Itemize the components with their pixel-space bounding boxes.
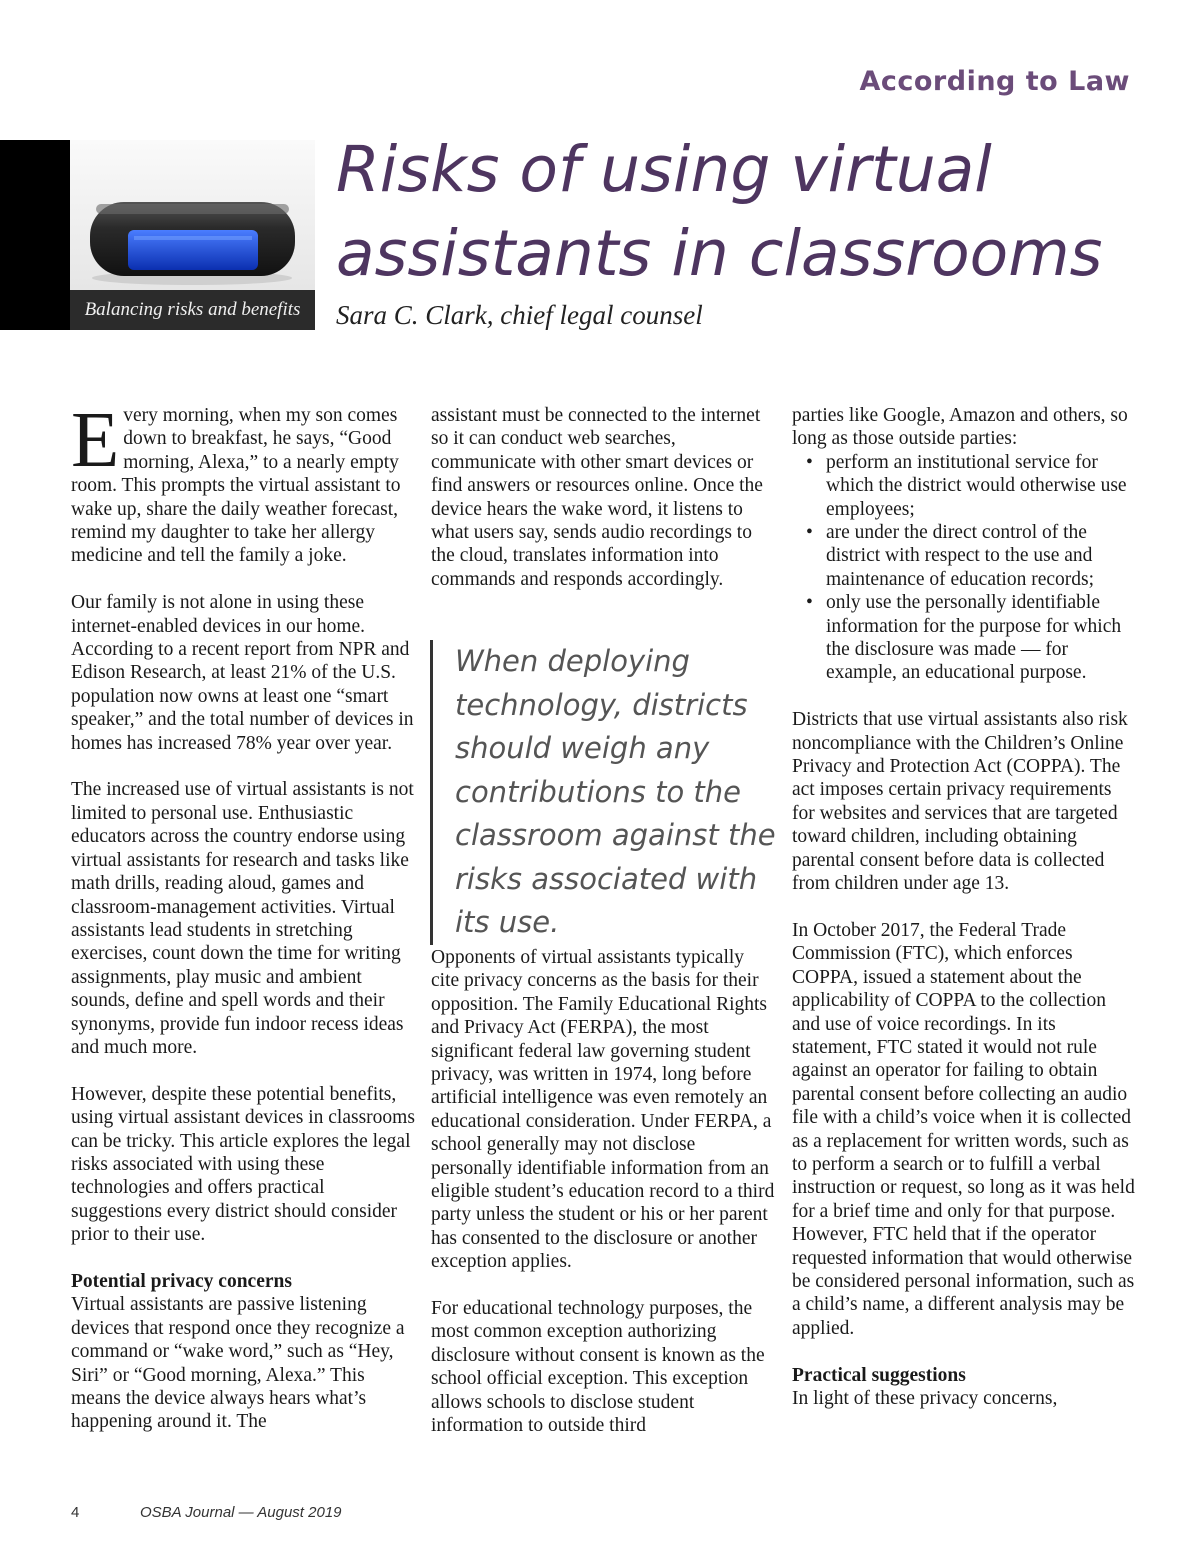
intro-text: very morning, when my son comes down to breakfast, he says, “Good morning, Alexa,” to a nearly empty room. This prompts the virtual assistant to wake up, share the daily weather forecast, remind my daughter to take her allergy medicine and tell the family a joke. bbox=[71, 405, 401, 567]
section-heading: Practical suggestions bbox=[792, 1364, 966, 1386]
paragraph: parties like Google, Amazon and others, so long as those outside parties: bbox=[792, 405, 1128, 450]
list-item: • perform an institutional service for which the district would otherwise use employees; bbox=[826, 451, 1137, 521]
paragraph: Virtual assistants are passive listening devices that respond once they recognize a command or “wake word,” such as “Hey, Siri” or “Good morning, Alexa.” This means the device always hears what’s happening around it. The bbox=[71, 1294, 405, 1433]
paragraph: In October 2017, the Federal Trade Commission (FTC), which enforces COPPA, issued a statement about the applicability of COPPA to the collection and use of voice recordings. In its statement, FTC stated it would not rule against an operator for failing to obtain parental consent before collecting an audio file with a child’s voice when it is collected as a replacement for written words, such as to perform a search or to fulfill a verbal instruction or request, so long as it was held for a brief time and only for that purpose. However, FTC held that if the operator requested information that would otherwise be considered personal information, such as a child’s name, a different analysis may be applied. bbox=[792, 919, 1135, 1339]
paragraph: In light of these privacy concerns, bbox=[792, 1388, 1058, 1410]
paragraph: The increased use of virtual assistants is not limited to personal use. Enthusiastic educators across the country endorse using virtual assistants for research and tasks like math drills, reading aloud, games and classroom-management activities. Virtual assistants lead students in stretching exercises, count down the time for writing assignments, play music and ambient sounds, define and spell words and their synonyms, provide fun indoor recess ideas and much more. bbox=[71, 779, 414, 1058]
section-heading: Potential privacy concerns bbox=[71, 1270, 292, 1292]
smart-speaker-illustration bbox=[70, 140, 315, 290]
column-3 bbox=[792, 404, 1137, 1410]
publication-info: OSBA Journal — August 2019 bbox=[140, 1504, 342, 1521]
column-2-top bbox=[431, 404, 776, 591]
paragraph: However, despite these potential benefits, using virtual assistant devices in classrooms can be tricky. This article explores the legal risks associated with using these technologies and offers practical suggestions every district should consider prior to their use. bbox=[71, 1083, 415, 1246]
paragraph: assistant must be connected to the internet so it can conduct web searches, communicate with other smart devices or find answers or resources online. Once the device hears the wake word, it listens to what users say, sends audio recordings to the cloud, translates information into commands and responds accordingly. bbox=[431, 405, 763, 590]
page-number: 4 bbox=[71, 1504, 80, 1521]
paragraph: Our family is not alone in using these internet-enabled devices in our home. According to a recent report from NPR and Edison Research, at least 21% of the U.S. population now owns at least one “smart speaker,” and the total number of devices in homes has increased 78% year over year. bbox=[71, 592, 414, 754]
photo-caption: Balancing risks and benefits bbox=[70, 290, 315, 330]
article-title bbox=[336, 128, 1156, 296]
column-2-bottom bbox=[431, 946, 776, 1438]
pull-quote: When deploying technology, districts should weigh any contributions to the classroom against the risks associated with its use. bbox=[430, 640, 785, 945]
bullet-list bbox=[792, 451, 1137, 685]
section-label: According to Law bbox=[859, 66, 1130, 97]
black-tab bbox=[0, 140, 70, 330]
drop-cap: E bbox=[71, 397, 120, 484]
paragraph: For educational technology purposes, the most common exception authorizing disclosure without consent is known as the school official exception. This exception allows schools to disclose student information to outside third bbox=[431, 1298, 765, 1437]
byline: Sara C. Clark, chief legal counsel bbox=[336, 300, 703, 330]
intro-paragraph bbox=[71, 397, 416, 568]
title-line-2: assistants in classrooms bbox=[336, 217, 1103, 290]
smart-speaker-photo bbox=[70, 140, 315, 290]
paragraph: Districts that use virtual assistants also risk noncompliance with the Children’s Online Privacy and Protection Act (COPPA). The act imposes certain privacy requirements for websites and services that are targeted toward children, including obtaining parental consent before data is collected from children under age 13. bbox=[792, 709, 1128, 895]
list-item: • only use the personally identifiable information for the purpose for which the disclosure was made — for example, an educational purpose. bbox=[826, 591, 1137, 685]
paragraph: Opponents of virtual assistants typically cite privacy concerns as the basis for their opposition. The Family Educational Rights and Privacy Act (FERPA), the most significant federal law governing student privacy, was written in 1974, long before artificial intelligence was even remotely an educational consideration. Under FERPA, a school generally may not disclose personally identifiable information from an eligible student’s education record to a third party unless the student or his or her parent has consented to the disclosure or another exception applies. bbox=[431, 947, 775, 1273]
title-line-1: Risks of using virtual bbox=[336, 133, 992, 206]
list-item: • are under the direct control of the district with respect to the use and maintenance of education records; bbox=[826, 521, 1137, 591]
column-1 bbox=[71, 397, 416, 1434]
